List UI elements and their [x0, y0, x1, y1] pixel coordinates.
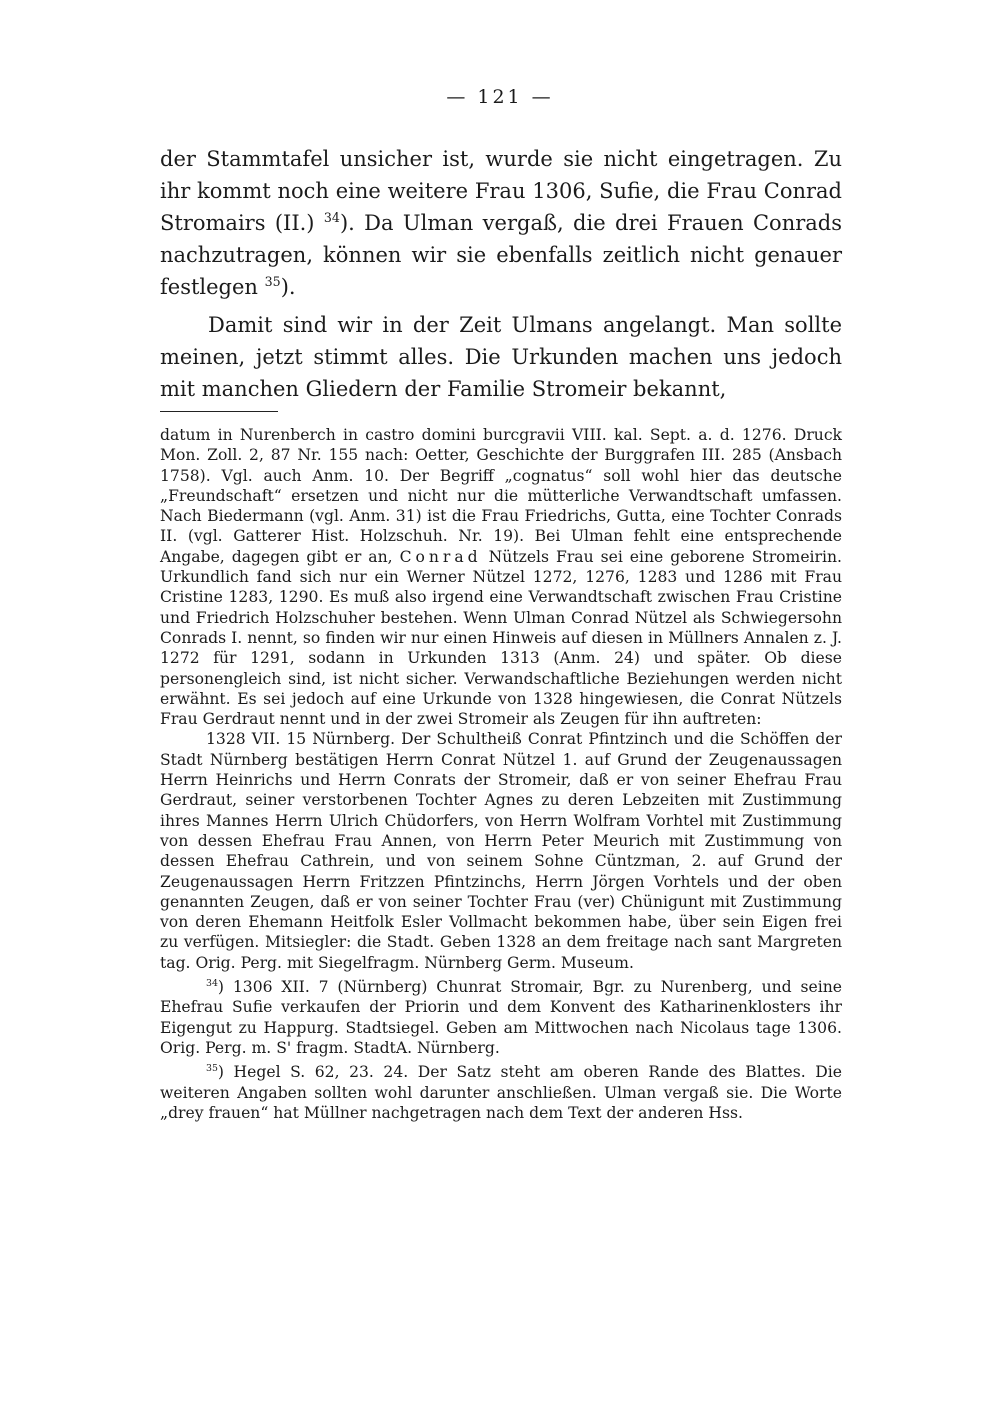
- main-paragraph-1-text-c: ).: [280, 275, 296, 299]
- footnote-34-text: ) 1306 XII. 7 (Nürnberg) Chunrat Stromair, Bgr. zu Nurenberg, und seine Ehefrau Sufie verkaufen der Priorin und dem Konvent des Katharinenklosters ihr Eigengut zu Happurg. Stadtsiegel. Geben am Mittwochen nach Nicolaus tage 1306. Orig. Perg. m. S' fragm. StadtA. Nürnberg.: [160, 978, 842, 1057]
- footnote-34: [160, 977, 842, 1058]
- footnote-34-number: 34: [206, 977, 218, 989]
- footnote-separator: [160, 411, 278, 412]
- footnote-35-text: ) Hegel S. 62, 23. 24. Der Satz steht am oberen Rande des Blattes. Die weiteren Angaben sollten wohl darunter anschließen. Ulman vergaß sie. Die Worte „drey frauen“ hat Müllner nachgetragen nach dem Text der anderen Hss.: [160, 1063, 842, 1122]
- footnote-continuation-text-b: Nützels Frau sei eine geborene Stromeirin. Urkundlich fand sich nur ein Werner Nützel 1272, 1276, 1283 und 1286 mit Frau Cristine 1283, 1290. Es muß also irgend eine Verwandtschaft zwischen Frau Cristine und Friedrich Holzschuher bestehen. Wenn Ulman Conrad Nützel als Schwiegersohn Conrads I. nennt, so finden wir nur einen Hinweis auf diesen in Müllners Annalen z. J. 1272 für 1291, sodann in Urkunden 1313 (Anm. 24) und später. Ob diese personengleich sind, ist nicht sicher. Verwandschaftliche Beziehungen werden nicht erwähnt. Es sei jedoch auf eine Urkunde von 1328 hingewiesen, die Conrat Nützels Frau Gerdraut nennt und in der zwei Stromeir als Zeugen für ihn auftreten:: [160, 547, 842, 729]
- footnote-spaced-name: Conrad: [399, 547, 482, 566]
- footnote-continuation-text-a: datum in Nurenberch in castro domini burcgravii VIII. kal. Sept. a. d. 1276. Druck Mon. Zoll. 2, 87 Nr. 155 nach: Oetter, Geschichte der Burggrafen III. 285 (Ansbach 1758). Vgl. auch Anm. 10. Der Begriff „cognatus“ soll wohl hier das deutsche „Freundschaft“ ersetzen und nicht nur die mütterliche Verwandtschaft umfassen. Nach Biedermann (vgl. Anm. 31) ist die Frau Friedrichs, Gutta, eine Tochter Conrads II. (vgl. Gatterer Hist. Holzschuh. Nr. 19). Bei Ulman fehlt eine entsprechende Angabe, dagegen gibt er an,: [160, 426, 842, 566]
- main-paragraph-1: [160, 143, 842, 303]
- footnote-35-number: 35: [206, 1063, 218, 1075]
- footnote-ref-34: 34: [323, 210, 340, 225]
- page-number: — 121 —: [446, 86, 554, 108]
- main-paragraph-1-text-b: ). Da Ulman vergaß, die drei Frauen Conrads nachzutragen, können wir sie ebenfalls zeitlich nicht genauer festlegen: [160, 211, 843, 299]
- footnotes: [160, 425, 842, 1123]
- footnote-document-1328: 1328 VII. 15 Nürnberg. Der Schultheiß Conrat Pfintzinch und die Schöffen der Stadt Nürnberg bestätigen Herrn Conrat Nützel 1. auf Grund der Zeugenaussagen Herrn Heinrichs und Herrn Conrats der Stromeir, daß er von seiner Ehefrau Frau Gerdraut, seiner verstorbenen Tochter Agnes zu deren Lebzeiten mit Zustimmung ihres Mannes Herrn Ulrich Chüdorfers, von Herrn Wolfram Vorhtel mit Zustimmung von dessen Ehefrau Frau Annen, von Herrn Peter Meurich mit Zustimmung von dessen Ehefrau Cathrein, und von seinem Sohne Cüntzman, 2. auf Grund der Zeugenaussagen Herrn Fritzzen Pfintzinchs, Herrn Jörgen Vorhtels und der oben genannten Zeugen, daß er von seiner Tochter Frau (ver) Chünigunt mit Zustimmung von deren Ehemann Heitfolk Esler Vollmacht bekommen habe, über sein Eigen frei zu verfügen. Mitsiegler: die Stadt. Geben 1328 an dem freitage nach sant Margreten tag. Orig. Perg. mit Siegelfragm. Nürnberg Germ. Museum.: [160, 730, 842, 972]
- footnote-continuation: [160, 425, 842, 729]
- main-text: [160, 143, 842, 405]
- main-paragraph-1-text-a: der Stammtafel unsicher ist, wurde sie nicht eingetragen. Zu ihr kommt noch eine weitere Frau 1306, Sufie, die Frau Conrad Stromairs (II.): [160, 147, 842, 235]
- footnote-35: [160, 1062, 842, 1123]
- footnote-ref-35: 35: [264, 274, 281, 289]
- main-paragraph-2: Damit sind wir in der Zeit Ulmans angelangt. Man sollte meinen, jetzt stimmt alles. Die Urkunden machen uns jedoch mit manchen Gliedern der Familie Stromeir bekannt,: [160, 313, 842, 401]
